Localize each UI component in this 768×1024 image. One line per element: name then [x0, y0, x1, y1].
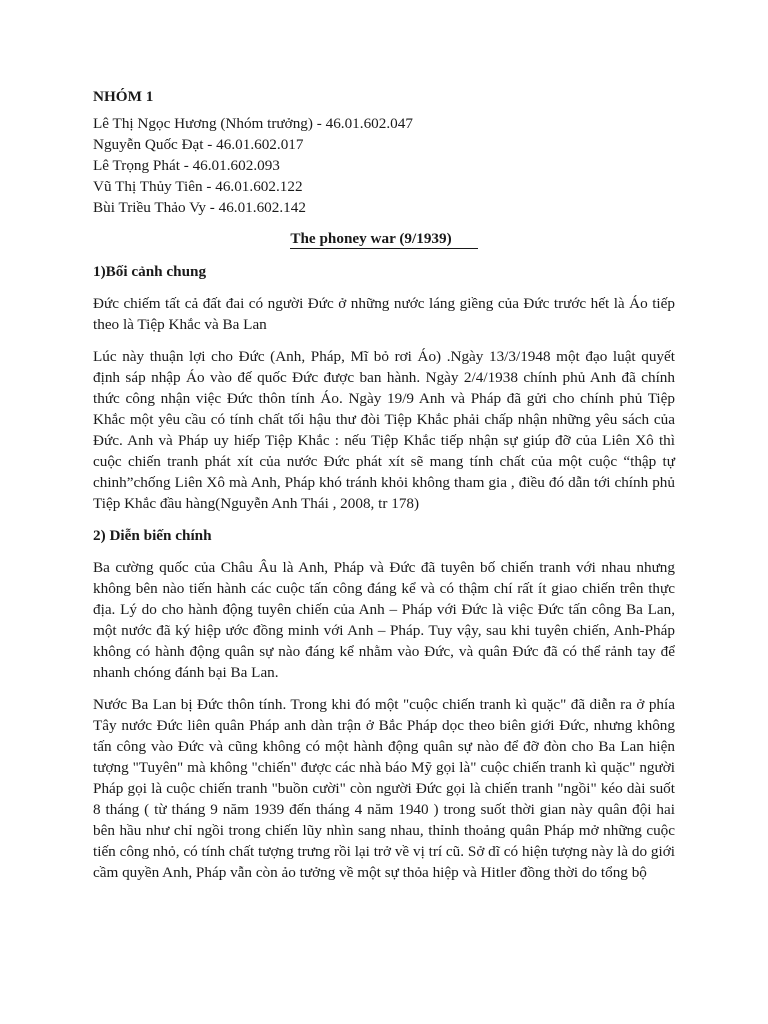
- member-list: [93, 113, 675, 218]
- member-entry: Nguyễn Quốc Đạt - 46.01.602.017: [93, 136, 304, 153]
- member-entry: Lê Trọng Phát - 46.01.602.093: [93, 157, 280, 174]
- section-context: [93, 261, 675, 514]
- section-heading: 2) Diễn biến chính: [93, 527, 212, 544]
- section-heading: 1)Bối cảnh chung: [93, 263, 207, 280]
- paragraph: Nước Ba Lan bị Đức thôn tính. Trong khi đó một "cuộc chiến tranh kì quặc" đã diễn ra ở phía Tây nước Đức liên quân Pháp anh dàn trận ở Bắc Pháp dọc theo biên giới Đức, nhưng không tấn công vào Đức và cũng không có một hành động quân sự nào để đỡ đòn cho Ba Lan hiện tượng "Tuyên" mà không "chiến" được các nhà báo Mỹ gọi là" cuộc chiến tranh kì quặc" người Pháp gọi là cuộc chiến tranh "buồn cười" còn người Đức gọi là chiến tranh "ngồi" kéo dài suốt 8 tháng ( từ tháng 9 năm 1939 đến tháng 4 năm 1940 ) trong suốt thời gian này quân đội hai bên hầu như chỉ ngồi trong chiến lũy nhìn sang nhau, thỉnh thoảng quân Pháp mở những cuộc tiến công nhỏ, có tính chất tượng trưng rồi lại trở về vị trí cũ. Sở dĩ có hiện tượng này là do giới cầm quyền Anh, Pháp vẫn còn ảo tưởng về một sự thỏa hiệp và Hitler đồng thời do tổng bộ: [93, 696, 675, 881]
- paragraph: Ba cường quốc của Châu Âu là Anh, Pháp và Đức đã tuyên bố chiến tranh với nhau nhưng không bên nào tiến hành các cuộc tấn công đáng kể và có thậm chí rất ít giao chiến trên thực địa. Lý do cho hành động tuyên chiến của Anh – Pháp với Đức là việc Đức tấn công Ba Lan, một nước đã ký hiệp ước đồng minh với Anh – Pháp. Tuy vậy, sau khi tuyên chiến, Anh-Pháp không có hành động quân sự nào đáng kể nhằm vào Đức, và quân Đức đã có thể rảnh tay để nhanh chóng đánh bại Ba Lan.: [93, 559, 675, 681]
- document-title: [93, 228, 675, 249]
- document-title-text: The phoney war (9/1939): [290, 230, 477, 249]
- section-developments: [93, 525, 675, 883]
- member-entry: Lê Thị Ngọc Hương (Nhóm trưởng) - 46.01.602.047: [93, 115, 413, 132]
- paragraph: Lúc này thuận lợi cho Đức (Anh, Pháp, Mĩ bỏ rơi Áo) .Ngày 13/3/1948 một đạo luật quyết định sáp nhập Áo vào đế quốc Đức được ban hành. Ngày 2/4/1938 chính phủ Anh đã chính thức công nhận việc Đức thôn tính Áo. Ngày 19/9 Anh và Pháp đã gửi cho chính phủ Tiệp Khắc một yêu cầu có tính chất tối hậu thư đòi Tiệp Khắc phải chấp nhận những yêu sách của Đức. Anh và Pháp uy hiếp Tiệp Khắc : nếu Tiệp Khắc tiếp nhận sự giúp đỡ của Liên Xô thì cuộc chiến tranh phát xít của nước Đức phát xít sẽ mang tính chất của một cuộc “thập tự chinh”chống Liên Xô mà Anh, Pháp khó tránh khỏi không tham gia , điều đó dẫn tới chính phủ Tiệp Khắc đầu hàng(Nguyễn Anh Thái , 2008, tr 178): [93, 348, 675, 512]
- member-entry: Bùi Triều Thảo Vy - 46.01.602.142: [93, 199, 306, 216]
- member-entry: Vũ Thị Thủy Tiên - 46.01.602.122: [93, 178, 303, 195]
- group-title: NHÓM 1: [93, 88, 154, 105]
- document-body: [93, 86, 675, 894]
- paragraph: Đức chiếm tất cả đất đai có người Đức ở những nước láng giềng của Đức trước hết là Áo tiếp theo là Tiệp Khắc và Ba Lan: [93, 295, 675, 333]
